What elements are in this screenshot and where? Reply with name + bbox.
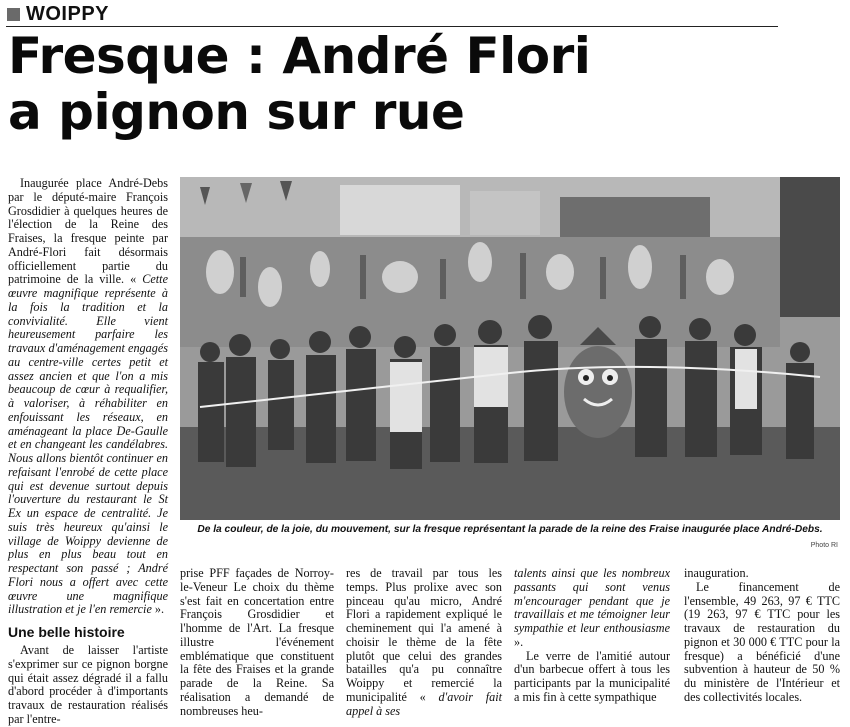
article-column-1 [8,176,168,726]
article-column-4 [514,566,670,704]
section-square-icon [7,8,20,21]
article-column-3 [346,566,502,718]
paragraph-col2: prise PFF façades de Norroy-le-Veneur Le choix du thème s'est fait en concertation entre François Grosdidier et l'homme de l'Art. La fresque illustre l'événement emblématique que constituent la fête des Fraises et la grande parade de la Reine. Sa réalisation a demandé de nombreuses heu- [180,566,334,718]
section-rubric [6,4,778,27]
paragraph-col3: res de travail par tous les temps. Plus prolixe avec son pinceau qu'au micro, André Flori a rapidement expliqué le cheminement qui l'a amené à choisir le thème de la fête plutôt que celui des grandes batailles qu'a pu connaître Woippy et remercié la municipalité « d'avoir fait appel à ses [346,566,502,718]
photo-credit: Photo RI [810,542,838,549]
headline [8,28,768,140]
paragraph-intro: Inaugurée place André-Debs par le député-maire François Grosdidier à quelques heures de l'élection de la Reine des Fraises, la fresque peinte par André-Flori fait désormais officiellement partie du patrimoine de la ville. « Cette œuvre magnifique représente à la fois la tradition et la convivialité. Elle vient heureusement parfaire les travaux d'aménagement engagés au centre-ville certes petit et assez ancien et que l'on a mis beaucoup de cœur à requalifier, à valoriser, à réhabiliter en enfouissant les réseaux, en aménageant la place De-Gaulle et en changeant les candélabres. Nous allons bientôt continuer en refaisant l'enrobé de cette place qui est devenue surtout depuis l'ouverture du restaurant le St Ex un espace de centralité. Je suis très heureux qu'ainsi le village de Woippy devienne de plus en plus beau tout en respectant son passé ; André Flori nous a offert avec cette œuvre une magnifique illustration et je l'en remercie ». [8,176,168,617]
headline-line-1: Fresque : André Flori [8,27,591,85]
paragraph-history: Avant de laisser l'artiste s'exprimer sur ce pignon borgne qui était assez dégradé il a fallu d'abord procéder à d'importants travaux de restauration réalisés par l'entre- [8,643,168,726]
paragraph-col4-barbecue: Le verre de l'amitié autour d'un barbecue offert à tous les participants par la municipalité a mis fin à cette sympathique [514,648,670,704]
section-label: WOIPPY [26,3,110,25]
fresco-photo [180,177,840,520]
photo-caption: De la couleur, de la joie, du mouvement, sur la fresque représentant la parade de la reine des Fraise inaugurée place André-Debs. [197,524,823,535]
photo-illustration [180,177,840,520]
paragraph-col5-financing: Le financement de l'ensemble, 49 263, 97 € TTC (19 263, 97 € TTC pour les travaux de restauration du pignon et 30 000 € TTC pour la fresque) a bénéficié d'une subvention à hauteur de 50 % du ministère de l'Intérieur et des collectivités locales. [684,579,840,704]
paragraph-col5-end: inauguration. [684,566,749,580]
headline-line-2: a pignon sur rue [8,83,465,141]
subheading: Une belle histoire [8,624,125,640]
article-column-5 [684,566,840,704]
article-column-2 [180,566,334,718]
paragraph-col4-quote: talents ainsi que les nombreux passants qui sont venus m'encourager pendant que je travaillais et me témoigner leur sympathie et leur enthousiasme ». [514,566,670,649]
